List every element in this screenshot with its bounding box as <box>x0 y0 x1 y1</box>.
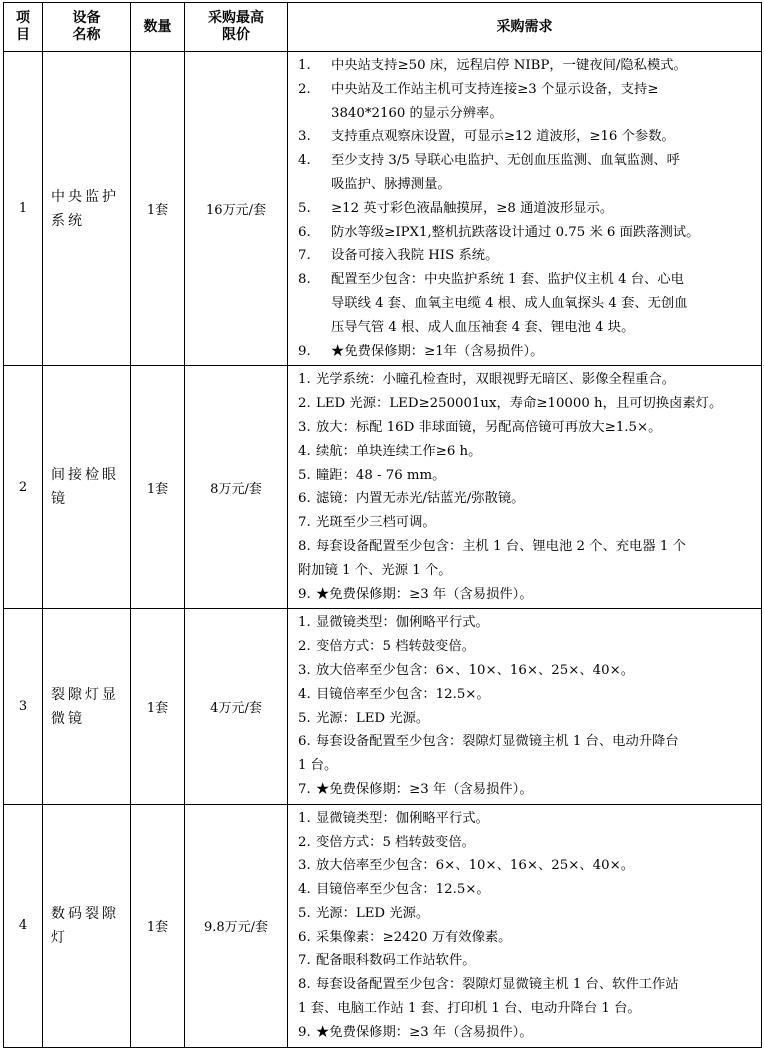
header-device-name-label: 设备名称 <box>72 10 101 43</box>
requirement-line <box>298 392 757 416</box>
requirements-cell <box>288 609 762 804</box>
requirement-text: 中央站及工作站主机可支持连接≥3 个显示设备，支持≥ <box>331 81 659 97</box>
requirement-text: 显微镜类型：伽俐略平行式。 <box>316 810 489 826</box>
item-number: 4 <box>4 804 43 1047</box>
requirement-text: 光斑至少三档可调。 <box>316 515 436 531</box>
requirement-text: 显微镜类型：伽俐略平行式。 <box>316 615 489 631</box>
max-price: 9.8万元/套 <box>185 804 288 1047</box>
requirement-text: ★免费保修期：≥3 年（含易损件）。 <box>316 781 533 797</box>
requirement-number: 6. <box>298 224 311 240</box>
header-item-no <box>4 3 43 52</box>
quantity: 1套 <box>131 804 185 1047</box>
requirement-line <box>298 611 757 635</box>
requirement-text: ≥12 英寸彩色液晶触摸屏，≥8 通道波形显示。 <box>331 200 614 216</box>
requirement-text: 至少支持 3/5 导联心电监护、无创血压监测、血氧监测、呼 <box>331 153 680 169</box>
requirement-line <box>298 511 757 535</box>
procurement-table <box>3 2 762 1048</box>
requirement-text: ★免费保修期：≥3 年（含易损件）。 <box>316 1024 533 1040</box>
requirement-number: 2. <box>298 834 311 850</box>
header-requirements <box>288 3 762 52</box>
requirement-line <box>298 707 757 731</box>
requirements-cell <box>288 52 762 366</box>
table-row <box>4 804 762 1047</box>
quantity: 1套 <box>131 609 185 804</box>
requirement-line <box>298 730 757 754</box>
device-name: 裂隙灯显微镜 <box>43 609 131 804</box>
requirement-text: 放大：标配 16D 非球面镜，另配高倍镜可再放大≥1.5×。 <box>316 419 662 435</box>
requirement-text: 配备眼科数码工作站软件。 <box>316 953 476 969</box>
requirement-text: 放大倍率至少包含：6×、10×、16×、25×、40×。 <box>316 662 635 678</box>
requirement-text: 吸监护、脉搏测量。 <box>331 176 451 192</box>
max-price: 8万元/套 <box>185 366 288 609</box>
requirement-number: 9. <box>298 343 311 359</box>
requirement-text: 压导气管 4 根、成人血压袖套 4 套、锂电池 4 块。 <box>331 319 635 335</box>
requirement-number: 8. <box>298 977 311 993</box>
requirement-line <box>298 78 757 102</box>
requirement-line <box>298 902 757 926</box>
max-price: 4万元/套 <box>185 609 288 804</box>
header-item-no-label: 项目 <box>16 10 30 43</box>
requirement-text: 每套设备配置至少包含：裂隙灯显微镜主机 1 台、软件工作站 <box>316 977 679 993</box>
requirement-line <box>298 173 757 197</box>
requirement-line <box>298 754 757 778</box>
requirement-number: 5. <box>298 710 311 726</box>
requirement-number: 7. <box>298 515 311 531</box>
header-requirements-label: 采购需求 <box>496 18 553 35</box>
requirement-number: 3. <box>298 419 311 435</box>
requirement-number: 2. <box>298 639 311 655</box>
requirement-number: 1. <box>298 372 311 388</box>
requirement-line <box>298 997 757 1021</box>
requirements-cell <box>288 804 762 1047</box>
requirement-text: 光源：LED 光源。 <box>316 905 430 921</box>
requirement-number: 4. <box>298 153 311 169</box>
max-price: 16万元/套 <box>185 52 288 366</box>
requirement-line <box>298 854 757 878</box>
requirement-line <box>298 244 757 268</box>
requirement-line <box>298 368 757 392</box>
requirement-number: 4. <box>298 443 311 459</box>
requirement-line <box>298 778 757 802</box>
requirement-text: 光源：LED 光源。 <box>316 710 430 726</box>
requirement-number: 1. <box>298 615 311 631</box>
requirement-text: ★免费保修期：≥3 年（含易损件）。 <box>316 586 533 602</box>
requirement-number: 4. <box>298 882 311 898</box>
header-quantity <box>131 3 185 52</box>
requirement-number: 8. <box>298 272 311 288</box>
requirement-text: 中央站支持≥50 床，远程启停 NIBP，一键夜间/隐私模式。 <box>331 58 687 73</box>
requirement-line <box>298 440 757 464</box>
requirement-number: 3. <box>298 662 311 678</box>
requirement-text: 采集像素：≥2420 万有效像素。 <box>316 929 512 945</box>
table-row <box>4 366 762 609</box>
requirement-text: 续航：单块连续工作≥6 h。 <box>316 443 482 459</box>
requirement-line <box>298 973 757 997</box>
requirement-line <box>298 221 757 245</box>
device-name: 数码裂隙灯 <box>43 804 131 1047</box>
requirement-text: 3840*2160 的显示分辨率。 <box>331 105 503 121</box>
requirement-number: 1. <box>298 810 311 826</box>
requirement-number: 3. <box>298 858 311 874</box>
requirement-text: 每套设备配置至少包含：裂隙灯显微镜主机 1 台、电动升降台 <box>316 734 679 750</box>
requirement-number: 3. <box>298 129 311 145</box>
requirement-number: 6. <box>298 929 311 945</box>
requirement-number: 7. <box>298 248 311 264</box>
requirement-line <box>298 149 757 173</box>
requirement-text: LED 光源：LED≥250001ux，寿命≥10000 h，且可切换卤素灯。 <box>316 396 723 412</box>
requirement-line <box>298 292 757 316</box>
requirement-line <box>298 949 757 973</box>
requirement-text: 光学系统：小瞳孔检查时，双眼视野无暗区、影像全程重合。 <box>316 372 676 388</box>
header-row <box>4 3 762 52</box>
requirement-number: 8. <box>298 538 311 554</box>
requirement-number: 5. <box>298 200 311 216</box>
requirement-line <box>298 416 757 440</box>
requirement-line <box>298 659 757 683</box>
requirement-line <box>298 340 757 364</box>
requirement-line <box>298 535 757 559</box>
requirement-number: 9. <box>298 1024 311 1040</box>
requirement-text: 导联线 4 套、血氧主电缆 4 根、成人血氧探头 4 套、无创血 <box>331 295 688 311</box>
requirement-line <box>298 268 757 292</box>
requirement-text: 放大倍率至少包含：6×、10×、16×、25×、40×。 <box>316 858 635 874</box>
requirement-text: 1 台。 <box>298 758 338 774</box>
requirement-text: 目镜倍率至少包含：12.5×。 <box>316 882 490 898</box>
device-name: 中央监护系统 <box>43 52 131 366</box>
requirement-text: 支持重点观察床设置，可显示≥12 道波形，≥16 个参数。 <box>331 129 675 145</box>
requirement-text: 变倍方式：5 档转鼓变倍。 <box>316 834 475 850</box>
requirement-line <box>298 635 757 659</box>
requirement-number: 2. <box>298 81 311 97</box>
requirement-text: 滤镜：内置无赤光/钴蓝光/弥散镜。 <box>316 491 525 507</box>
requirement-text: 变倍方式：5 档转鼓变倍。 <box>316 639 475 655</box>
requirement-text: 防水等级≥IPX1,整机抗跌落设计通过 0.75 米 6 面跌落测试。 <box>331 224 700 240</box>
requirement-text: 瞳距：48 - 76 mm。 <box>316 467 446 483</box>
requirement-number: 6. <box>298 491 311 507</box>
requirement-line <box>298 102 757 126</box>
quantity: 1套 <box>131 52 185 366</box>
header-quantity-label: 数量 <box>143 18 172 35</box>
table-row <box>4 609 762 804</box>
requirement-line <box>298 464 757 488</box>
requirement-number: 4. <box>298 686 311 702</box>
device-name: 间接检眼镜 <box>43 366 131 609</box>
header-max-price-label: 采购最高限价 <box>208 10 264 43</box>
requirement-line <box>298 316 757 340</box>
requirement-number: 7. <box>298 953 311 969</box>
requirement-text: 每套设备配置至少包含：主机 1 台、锂电池 2 个、充电器 1 个 <box>316 538 686 554</box>
requirement-line <box>298 807 757 831</box>
requirement-line <box>298 878 757 902</box>
requirements-cell <box>288 366 762 609</box>
requirement-text: 1 套、电脑工作站 1 套、打印机 1 台、电动升降台 1 台。 <box>298 1001 641 1017</box>
requirement-number: 2. <box>298 396 311 412</box>
requirement-text: ★免费保修期：≥1年（含易损件）。 <box>331 343 544 359</box>
item-number: 1 <box>4 52 43 366</box>
requirement-line <box>298 583 757 607</box>
header-device-name <box>43 3 131 52</box>
requirement-line <box>298 125 757 149</box>
header-max-price <box>185 3 288 52</box>
requirement-number: 7. <box>298 781 311 797</box>
requirement-line <box>298 487 757 511</box>
requirement-line <box>298 926 757 950</box>
requirement-line <box>298 831 757 855</box>
requirement-number: 5. <box>298 905 311 921</box>
requirement-number: 5. <box>298 467 311 483</box>
requirement-line <box>298 1021 757 1045</box>
requirement-number: 6. <box>298 734 311 750</box>
requirement-text: 设备可接入我院 HIS 系统。 <box>331 248 499 264</box>
table-row <box>4 52 762 366</box>
requirement-line <box>298 683 757 707</box>
requirement-line <box>298 197 757 221</box>
requirement-number: 1. <box>298 58 311 73</box>
requirement-line <box>298 54 757 78</box>
quantity: 1套 <box>131 366 185 609</box>
requirement-text: 附加镜 1 个、光源 1 个。 <box>298 562 452 578</box>
requirement-text: 目镜倍率至少包含：12.5×。 <box>316 686 490 702</box>
requirement-number: 9. <box>298 586 311 602</box>
requirement-line <box>298 559 757 583</box>
item-number: 3 <box>4 609 43 804</box>
requirement-text: 配置至少包含：中央监护系统 1 套、监护仪主机 4 台、心电 <box>331 272 684 288</box>
item-number: 2 <box>4 366 43 609</box>
